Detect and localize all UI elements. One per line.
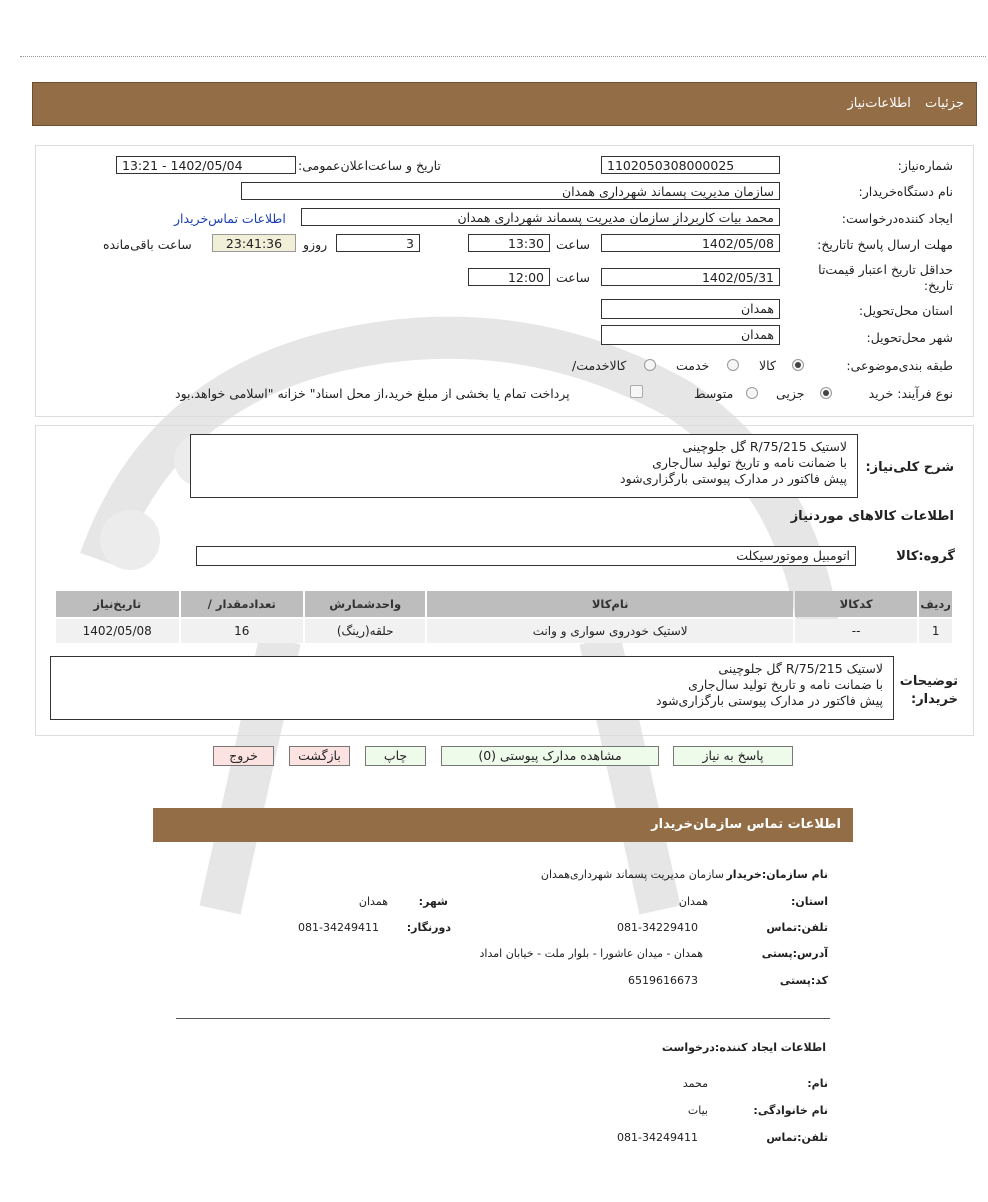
days-field[interactable]: 3 <box>336 234 420 252</box>
announce-field[interactable]: 1402/05/04 - 13:21 <box>116 156 296 174</box>
remaining-time: 23:41:36 <box>212 234 296 252</box>
buyer-contact-link[interactable]: اطلاعات تماس‌خریدار <box>174 211 286 226</box>
process-label: نوع فرآیند: خرید <box>868 386 953 401</box>
validity-time-label: ساعت <box>556 270 591 285</box>
buyer-notes-label: توضیحات خریدار: <box>899 674 958 707</box>
category-option-goods: کالا <box>759 358 776 373</box>
validity-label: حداقل تاریخ اعتبار قیمت‌تا تاریخ: <box>818 262 953 293</box>
contact-divider <box>176 1018 830 1019</box>
contact-phone-label: تلفن:تماس <box>766 921 828 934</box>
col-qty: تعدادمقدار / <box>181 591 303 617</box>
creator-family-label: نام خانوادگی: <box>753 1104 828 1117</box>
contact-province: همدان <box>678 895 708 908</box>
back-button[interactable]: بازگشت <box>289 746 350 766</box>
contact-address-label: آدرس:پستی <box>761 947 828 960</box>
creator-label: ایجاد کننده‌درخواست: <box>841 211 953 226</box>
category-option-goods-service: کالا‌خدمت/ <box>572 358 627 373</box>
contact-fax-label: دورنگار: <box>406 921 451 934</box>
details-header <box>32 82 977 126</box>
days-label: روزو <box>303 237 328 252</box>
description-box <box>190 434 858 498</box>
validity-time-field[interactable]: 12:00 <box>468 268 550 286</box>
exit-button[interactable]: خروج <box>213 746 274 766</box>
contact-org-label: نام سازمان:خریدار <box>726 868 828 881</box>
contact-phone: 081-34229410 <box>617 921 698 934</box>
buyer-org-field[interactable]: سازمان مدیریت پسماند شهرداری همدان <box>241 182 780 200</box>
process-radio-minor[interactable] <box>820 387 832 399</box>
creator-field[interactable]: محمد بیات کاربرداز سازمان مدیریت پسماند شهرداری همدان <box>301 208 780 226</box>
creator-info-title: اطلاعات ایجاد کننده:درخواست <box>661 1041 826 1054</box>
deadline-time-field[interactable]: 13:30 <box>468 234 550 252</box>
contact-postal: 6519616673 <box>628 974 698 987</box>
reply-button[interactable]: پاسخ به نیاز <box>673 746 793 766</box>
payment-note: پرداخت تمام یا بخشی از مبلغ خرید،از محل اسناد" خزانه "اسلامی خواهد.بود <box>175 386 570 401</box>
items-table-header <box>56 591 952 617</box>
buyer-notes-line: پیش فاکتور در مدارک پیوستی بارگزاری‌شود <box>656 693 883 708</box>
contact-title: اطلاعات تماس سازمان‌خریدار <box>651 817 841 832</box>
items-section-title: اطلاعات کالاهای موردنیاز <box>790 509 954 524</box>
description-line: لاستیک R/75/215 گل جلوچینی <box>682 439 847 454</box>
creator-phone: 081-34249411 <box>617 1131 698 1144</box>
province-field[interactable]: همدان <box>601 299 780 319</box>
category-option-service: خدمت <box>676 358 710 373</box>
buyer-notes-line: لاستیک R/75/215 گل جلوچینی <box>718 661 883 676</box>
cell-code: -- <box>795 619 917 643</box>
need-number-field[interactable]: 1102050308000025 <box>601 156 780 174</box>
creator-phone-label: تلفن:تماس <box>766 1131 828 1144</box>
col-unit: واحدشمارش <box>305 591 425 617</box>
remaining-label: ساعت باقی‌مانده <box>103 237 192 252</box>
treasury-checkbox[interactable] <box>630 385 643 398</box>
cell-date: 1402/05/08 <box>56 619 179 643</box>
category-radio-goods-service[interactable] <box>644 359 656 371</box>
contact-address: همدان - میدان عاشورا - بلوار ملت - خیابان امداد <box>479 947 703 960</box>
page-title: جزئیات اطلاعات‌نیاز <box>847 96 964 111</box>
deadline-date-field[interactable]: 1402/05/08 <box>601 234 780 252</box>
category-label: طبقه بندی‌موضوعی: <box>846 358 953 373</box>
description-line: پیش فاکتور در مدارک پیوستی بارگزاری‌شود <box>620 471 847 486</box>
process-option-medium: متوسط <box>694 386 734 401</box>
cell-row: 1 <box>919 619 952 643</box>
description-line: با ضمانت نامه و تاریخ تولید سال‌جاری <box>652 455 847 470</box>
col-date: تاریخ‌نیاز <box>56 591 179 617</box>
city-field[interactable]: همدان <box>601 325 780 345</box>
cell-name: لاستیک خودروی سواری و وانت <box>427 619 792 643</box>
contact-city-label: شهر: <box>418 895 448 908</box>
deadline-time-label: ساعت <box>556 237 591 252</box>
print-button[interactable]: چاپ <box>365 746 426 766</box>
deadline-label: مهلت ارسال پاسخ تا‌تاریخ: <box>817 237 953 252</box>
category-radio-goods[interactable] <box>792 359 804 371</box>
buyer-notes-line: با ضمانت نامه و تاریخ تولید سال‌جاری <box>688 677 883 692</box>
announce-label: تاریخ و ساعت‌اعلان‌عمومی: <box>298 158 441 173</box>
contact-postal-label: کد:پستی <box>779 974 828 987</box>
contact-header <box>153 808 853 842</box>
validity-date-field[interactable]: 1402/05/31 <box>601 268 780 286</box>
creator-name-label: نام: <box>807 1077 828 1090</box>
contact-city: همدان <box>358 895 388 908</box>
buyer-notes-box <box>50 656 894 720</box>
description-label: شرح کلی‌نیاز: <box>865 460 954 475</box>
top-divider <box>20 56 986 57</box>
contact-org: سازمان مدیریت پسماند شهرداری‌همدان <box>540 868 724 881</box>
creator-family: بیات <box>687 1104 708 1117</box>
need-number-label: شماره‌نیاز: <box>897 158 953 173</box>
col-name: نام‌کالا <box>427 591 792 617</box>
province-label: استان محل‌تحویل: <box>858 303 953 318</box>
group-label: گروه:کالا <box>896 549 955 564</box>
creator-name: محمد <box>682 1077 708 1090</box>
cell-qty: 16 <box>181 619 303 643</box>
city-label: شهر محل‌تحویل: <box>866 330 953 345</box>
attachments-button[interactable]: مشاهده مدارک پیوستی (0) <box>441 746 659 766</box>
buyer-org-label: نام دستگاه‌خریدار: <box>858 184 953 199</box>
process-option-minor: جزیی <box>776 386 805 401</box>
table-row[interactable] <box>56 619 952 643</box>
items-table <box>54 589 954 645</box>
category-radio-service[interactable] <box>727 359 739 371</box>
contact-province-label: استان: <box>791 895 828 908</box>
group-field[interactable]: اتومبیل وموتورسیکلت <box>196 546 856 566</box>
contact-fax: 081-34249411 <box>298 921 379 934</box>
col-row: ردیف <box>919 591 952 617</box>
cell-unit: حلقه(رینگ) <box>305 619 425 643</box>
process-radio-medium[interactable] <box>746 387 758 399</box>
col-code: کدکالا <box>795 591 917 617</box>
